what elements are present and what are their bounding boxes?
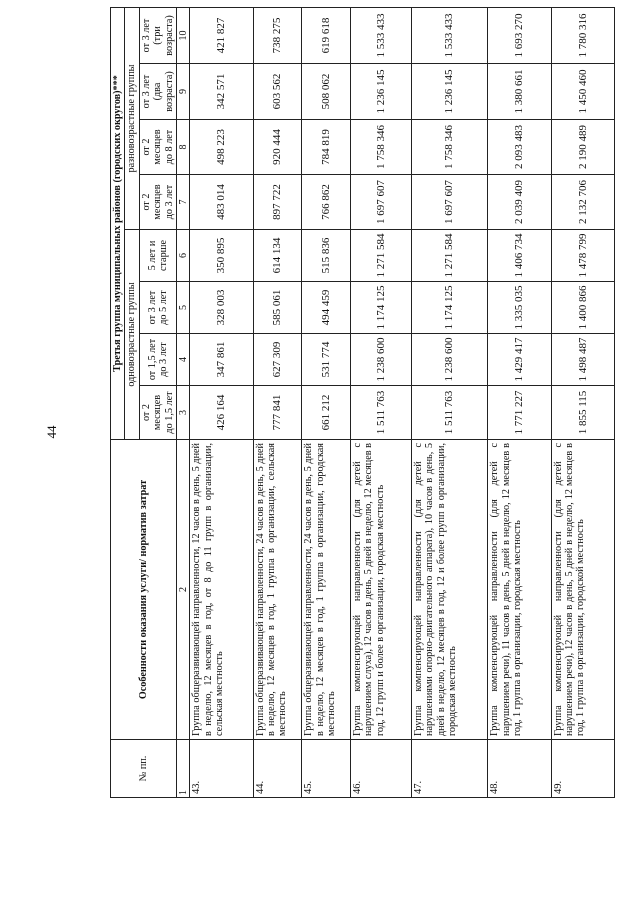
value-cell: 426 164 (190, 386, 253, 440)
value-cell: 1 855 115 (551, 386, 614, 440)
value-cell: 1 238 600 (412, 334, 488, 386)
table-row (302, 7, 351, 797)
value-cell: 2 190 489 (551, 120, 614, 175)
value-cell: 1 271 584 (350, 230, 411, 282)
value-cell: 1 380 661 (488, 64, 551, 120)
col-number: 8 (177, 120, 190, 175)
col-number: 5 (177, 282, 190, 334)
value-cell: 603 562 (253, 64, 302, 120)
value-cell: 483 014 (190, 175, 253, 230)
value-cell: 1 498 487 (551, 334, 614, 386)
header-col-6: 5 лет и старше (139, 230, 176, 282)
header-col-3: от 2 месяцев до 1,5 лет (139, 386, 176, 440)
header-single-age: одновозрастные группы (125, 230, 139, 440)
value-cell: 1 236 145 (350, 64, 411, 120)
value-cell: 1 533 433 (350, 7, 411, 63)
row-number: 45. (302, 740, 351, 798)
value-cell: 531 774 (302, 334, 351, 386)
cost-norm-table (110, 7, 615, 798)
value-cell: 1 450 460 (551, 64, 614, 120)
table-row (350, 7, 411, 797)
table-row (551, 7, 614, 797)
header-description: Особенности оказания услуги/ норматив затрат (111, 440, 177, 740)
page-number: 44 (44, 425, 59, 439)
cost-norm-table-rotated (110, 8, 615, 798)
value-cell: 515 836 (302, 230, 351, 282)
value-cell: 627 309 (253, 334, 302, 386)
value-cell: 1 478 799 (551, 230, 614, 282)
value-cell: 619 618 (302, 7, 351, 63)
value-cell: 347 861 (190, 334, 253, 386)
value-cell: 1 693 270 (488, 7, 551, 63)
table-row (253, 7, 302, 797)
col-number: 9 (177, 64, 190, 120)
header-col-5: от 3 лет до 5 лет (139, 282, 176, 334)
value-cell: 1 511 763 (412, 386, 488, 440)
value-cell: 1 697 607 (412, 175, 488, 230)
value-cell: 920 444 (253, 120, 302, 175)
value-cell: 1 400 866 (551, 282, 614, 334)
value-cell: 2 132 706 (551, 175, 614, 230)
value-cell: 661 212 (302, 386, 351, 440)
value-cell: 1 174 125 (350, 282, 411, 334)
header-col-9: от 3 лет (два возраста) (139, 64, 176, 120)
value-cell: 1 238 600 (350, 334, 411, 386)
header-group-title: Третья группа муниципальных районов (городских округов)*** (111, 7, 125, 439)
header-col-10: от 3 лет (три возраста) (139, 7, 176, 63)
col-number: 3 (177, 386, 190, 440)
value-cell: 342 571 (190, 64, 253, 120)
value-cell: 494 459 (302, 282, 351, 334)
value-cell: 2 093 483 (488, 120, 551, 175)
col-number: 7 (177, 175, 190, 230)
value-cell: 508 062 (302, 64, 351, 120)
value-cell: 1 780 316 (551, 7, 614, 63)
header-mixed-age: разновозрастные группы (125, 7, 139, 229)
col-number: 2 (177, 440, 190, 740)
header-col-7: от 2 месяцев до 3 лет (139, 175, 176, 230)
value-cell: 738 275 (253, 7, 302, 63)
value-cell: 1 697 607 (350, 175, 411, 230)
table-row (190, 7, 253, 797)
row-description: Группа общеразвивающей направленности, 12 часов в день, 5 дней в неделю, 12 месяцев в год, от 8 до 11 групп в организации, сельская местность (190, 440, 253, 740)
value-cell: 1 758 346 (350, 120, 411, 175)
value-cell: 1 271 584 (412, 230, 488, 282)
col-number: 10 (177, 7, 190, 63)
value-cell: 784 819 (302, 120, 351, 175)
table-row (412, 7, 488, 797)
value-cell: 1 511 763 (350, 386, 411, 440)
value-cell: 421 827 (190, 7, 253, 63)
row-description: Группа компенсирующей направленности (для детей с нарушением речи), 12 часов в день, 5 дней в неделю, 12 месяцев в год, 1 группа в организации, городской местность (551, 440, 614, 740)
row-description: Группа компенсирующей направленности (для детей с нарушением слуха), 12 часов в день, 5 дней в неделю, 12 месяцев в год, 12 групп и более в организации, городская местность (350, 440, 411, 740)
value-cell: 328 003 (190, 282, 253, 334)
row-number: 48. (488, 740, 551, 798)
value-cell: 1 533 433 (412, 7, 488, 63)
table-row (488, 7, 551, 797)
row-description: Группа компенсирующей направленности (для детей с нарушениями опорно-двигательного аппарата), 10 часов в день, 5 дней в неделю, 12 месяцев в год, 12 и более групп в организации, городская местность (412, 440, 488, 740)
col-number: 1 (177, 740, 190, 798)
value-cell: 585 061 (253, 282, 302, 334)
col-number: 4 (177, 334, 190, 386)
value-cell: 2 039 409 (488, 175, 551, 230)
row-number: 44. (253, 740, 302, 798)
value-cell: 350 895 (190, 230, 253, 282)
row-description: Группа компенсирующей направленности (для детей с нарушением речи), 11 часов в день, 5 дней в неделю, 12 месяцев в год, 1 группа в организации, городская местность (488, 440, 551, 740)
row-description: Группа общеразвивающей направленности, 24 часов в день, 5 дней в неделю, 12 месяцев в год, 1 группа в организации, городская местность (302, 440, 351, 740)
value-cell: 1 771 227 (488, 386, 551, 440)
column-number-row (177, 7, 190, 797)
row-number: 47. (412, 740, 488, 798)
value-cell: 614 134 (253, 230, 302, 282)
value-cell: 498 223 (190, 120, 253, 175)
value-cell: 1 429 417 (488, 334, 551, 386)
value-cell: 897 722 (253, 175, 302, 230)
col-number: 6 (177, 230, 190, 282)
header-col-8: от 2 месяцев до 8 лет (139, 120, 176, 175)
row-number: 43. (190, 740, 253, 798)
header-num: № пп. (111, 740, 177, 798)
value-cell: 1 758 346 (412, 120, 488, 175)
rotated-table-container (110, 8, 615, 798)
value-cell: 1 236 145 (412, 64, 488, 120)
row-description: Группа общеразвивающей направленности, 24 часов в день, 5 дней в неделю, 12 месяцев в год, 1 группа в организации, сельская местность (253, 440, 302, 740)
header-col-4: от 1,5 лет до 3 лет (139, 334, 176, 386)
value-cell: 1 174 125 (412, 282, 488, 334)
row-number: 46. (350, 740, 411, 798)
value-cell: 1 406 734 (488, 230, 551, 282)
value-cell: 1 335 035 (488, 282, 551, 334)
value-cell: 777 841 (253, 386, 302, 440)
value-cell: 766 862 (302, 175, 351, 230)
row-number: 49. (551, 740, 614, 798)
